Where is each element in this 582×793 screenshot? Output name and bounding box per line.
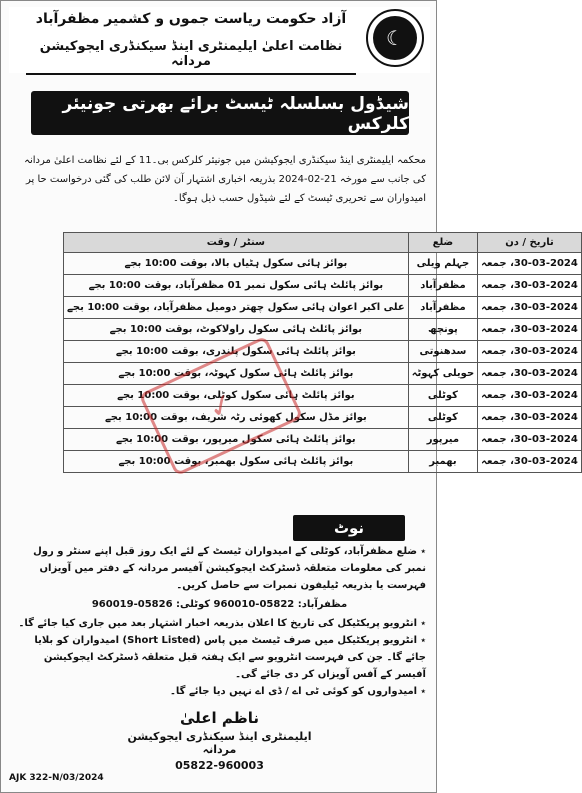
note-item: ٭ انٹرویو پریکٹیکل کی تاریخ کا اعلان بذریعہ اخبار اشتہار بعد میں جاری کیا جائے گا۔ [18, 618, 426, 629]
cell-district: کوٹلی [408, 385, 477, 407]
table-row [64, 363, 582, 385]
note-item: ٭ انٹرویو پریکٹیکل میں صرف ٹیسٹ میں پاس (Short Listed) امیدواران کو بلایا جائے گا۔ جن کی فہرست انٹرویو سے ایک ہفتہ قبل متعلقہ ڈسٹرکٹ ایجوکیشن آفیسر کے آفس آویزاں کر دی جائے گی۔ [34, 635, 426, 680]
cell-date: 30-03-2024، جمعہ [478, 363, 582, 385]
header-center: سنٹر / وقت [64, 233, 409, 253]
header-district: ضلع [408, 233, 477, 253]
table-row [64, 253, 582, 275]
banner-title: شیڈول بسلسلہ ٹیسٹ برائے بھرتی جونیئر کلرکس [62, 93, 409, 134]
cell-center: بوائز مڈل سکول کھوئی رٹہ شریف، بوقت 10:00 بجے [64, 407, 409, 429]
cell-date: 30-03-2024، جمعہ [478, 407, 582, 429]
cell-district: سدھنوتی [408, 341, 477, 363]
schedule-table [63, 232, 582, 473]
reference-number: AJK 322-N/03/2024 [9, 773, 104, 783]
cell-center: بوائز ہائی سکول ہٹیاں بالا، بوقت 10:00 بجے [64, 253, 409, 275]
cell-date: 30-03-2024، جمعہ [478, 429, 582, 451]
signatory-office: ایلیمنٹری اینڈ سیکنڈری ایجوکیشن مردانہ [127, 730, 312, 756]
table-row [64, 429, 582, 451]
table-row [64, 407, 582, 429]
note-item: ٭ ضلع مظفرآباد، کوٹلی کے امیدواران ٹیسٹ کے لئے ایک روز قبل اپنے سنٹر و رول نمبر کی معلومات متعلقہ ڈسٹرکٹ ایجوکیشن آفیسر مردانہ کے دفتر میں آویزاں فہرست یا بذریعہ ٹیلیفون نمبرات سے حاصل کریں۔ [33, 546, 426, 591]
table-row [64, 385, 582, 407]
government-seal-icon: ☾ [366, 9, 424, 67]
signature-block [117, 709, 322, 772]
cell-district: مظفرآباد [408, 297, 477, 319]
cell-district: جہلم ویلی [408, 253, 477, 275]
signatory-title: ناظم اعلیٰ [179, 709, 260, 727]
table-header-row [64, 233, 582, 253]
header [9, 7, 430, 73]
table-row [64, 297, 582, 319]
intro-paragraph: محکمہ ایلیمنٹری اینڈ سیکنڈری ایجوکیشن میں جونیئر کلرکس بی۔11 کے لئے نظامت اعلیٰ مردانہ کی جانب سے مورخہ 21-02-2024 بذریعہ اخباری اشتہار آن لائن طلب کی گئی درخواست حا پر امیدواران سے تحریری ٹیسٹ کے لئے شیڈول حسب ذیل ہوگا۔ [24, 155, 426, 204]
cell-date: 30-03-2024، جمعہ [478, 385, 582, 407]
cell-center: بوائز پائلٹ ہائی سکول پلندری، بوقت 10:00 بجے [64, 341, 409, 363]
contact-phones: مظفرآباد: 05822-960010 کوٹلی: 05826-960019 [91, 599, 348, 610]
notes-title: نوٹ [293, 515, 405, 541]
cell-date: 30-03-2024، جمعہ [478, 297, 582, 319]
cell-center: علی اکبر اعوان ہائی سکول چھتر دومیل مظفرآباد، بوقت 10:00 بجے [64, 297, 409, 319]
title-banner [31, 91, 409, 135]
table-row [64, 275, 582, 297]
cell-date: 30-03-2024، جمعہ [478, 341, 582, 363]
cell-district: مظفرآباد [408, 275, 477, 297]
table-row [64, 341, 582, 363]
cell-date: 30-03-2024، جمعہ [478, 319, 582, 341]
table-row [64, 451, 582, 473]
cell-center: بوائز پائلٹ ہائی سکول کوٹلی، بوقت 10:00 بجے [64, 385, 409, 407]
cell-district: حویلی کہوٹہ [408, 363, 477, 385]
approval-stamp-icon: ✓ [139, 336, 304, 477]
cell-date: 30-03-2024، جمعہ [478, 451, 582, 473]
cell-district: بھمبر [408, 451, 477, 473]
notes-section [13, 543, 426, 700]
header-line-2: نظامت اعلیٰ ایلیمنٹری اینڈ سیکنڈری ایجوکیشن مردانہ [26, 39, 356, 75]
cell-center: بوائز پائلٹ ہائی سکول راولاکوٹ، بوقت 10:00 بجے [64, 319, 409, 341]
table-row [64, 319, 582, 341]
cell-center: بوائز پائلٹ ہائی سکول بھمبر، بوقت 10:00 بجے [64, 451, 409, 473]
cell-date: 30-03-2024، جمعہ [478, 275, 582, 297]
note-item: ٭ امیدواروں کو کوئی ٹی اے / ڈی اے نہیں دیا جائے گا۔ [170, 686, 426, 697]
cell-district: کوٹلی [408, 407, 477, 429]
cell-center: بوائز پائلٹ ہائی سکول نمبر 01 مظفرآباد، بوقت 10:00 بجے [64, 275, 409, 297]
header-line-1: آزاد حکومت ریاست جموں و کشمیر مظفرآباد [35, 11, 347, 27]
header-date: تاریخ / دن [478, 233, 582, 253]
cell-center: بوائز پائلٹ ہائی سکول میرپور، بوقت 10:00 بجے [64, 429, 409, 451]
signatory-phone: 05822-960003 [175, 759, 264, 772]
cell-district: میرپور [408, 429, 477, 451]
cell-center: بوائز پائلٹ ہائی سکول کہوٹہ، بوقت 10:00 بجے [64, 363, 409, 385]
cell-district: پونچھ [408, 319, 477, 341]
cell-date: 30-03-2024، جمعہ [478, 253, 582, 275]
